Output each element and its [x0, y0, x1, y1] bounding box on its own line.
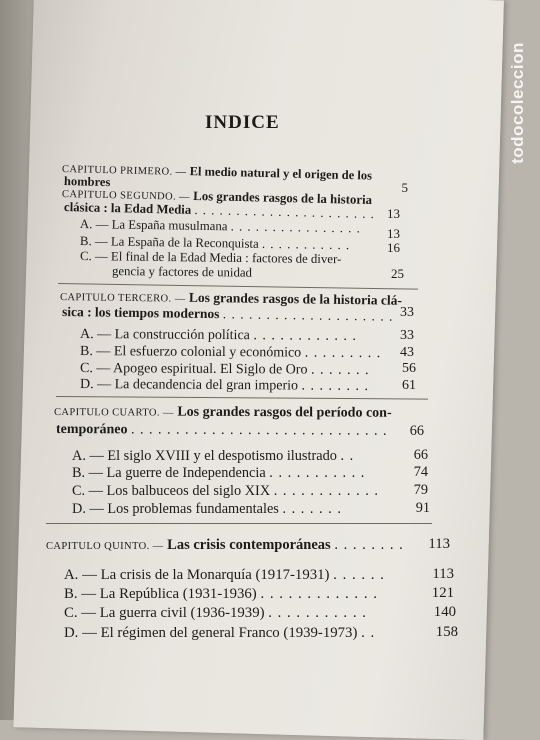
item-title: D. — Los problemas fundamentales [72, 501, 279, 517]
chapter-title: Los grandes rasgos de la historia clá- [188, 289, 403, 308]
item-title: A. — La construcción política [79, 327, 250, 344]
item-title: C. — Apogeo espiritual. El Siglo de Oro [79, 361, 308, 378]
page-number: 121 [431, 585, 454, 601]
leader-dots: . . . . . . . . . [304, 345, 382, 362]
page-number: 66 [409, 423, 424, 439]
toc-item-cont: gencia y factores de unidad [111, 264, 253, 280]
toc-item [72, 464, 365, 482]
leader-dots: . . . . . . . . [334, 537, 404, 553]
page-number: 113 [432, 566, 454, 582]
page-number: 56 [402, 361, 416, 376]
leader-dots: . . . . . . . . . . . [269, 465, 366, 481]
leader-dots: . . . . . . . . . . . . . . . . [230, 219, 361, 236]
chapter-title: Los grandes rasgos del período con- [177, 404, 392, 421]
chapter-title-cont: sica : los tiempos modernos [61, 304, 220, 322]
leader-dots: . . . . . . . . . . . . [253, 328, 357, 344]
toc-item [64, 604, 367, 622]
page-number: 33 [400, 305, 414, 320]
leader-dots: . . [361, 625, 376, 641]
page-number: 140 [433, 604, 456, 620]
leader-dots: . . [340, 448, 355, 464]
leader-dots: . . . . . . [333, 567, 385, 583]
item-title: B. — El esfuerzo colonial y económico [79, 344, 302, 361]
page-number: 13 [387, 226, 400, 241]
item-title: C. — La guerra civil (1936-1939) [64, 605, 265, 621]
toc-item [72, 447, 354, 465]
leader-dots: . . . . . . . . . . . . . . . . . . . . . . [194, 202, 376, 222]
item-title: D. — La decandencia del gran imperio [79, 377, 299, 394]
item-title: A. — El siglo XVIII y el despotismo ilustrado [72, 448, 337, 464]
chapter-title: El medio natural y el origen de los [189, 164, 373, 183]
page-number: 66 [413, 447, 428, 463]
chapter-title: Las crisis contemporáneas [167, 537, 331, 553]
page-number: 5 [401, 180, 408, 195]
page-number: 113 [428, 536, 450, 552]
chapter-title-cont-line [56, 421, 388, 441]
leader-dots: . . . . . . . . . . . . [273, 483, 379, 499]
page-number: 61 [402, 378, 416, 393]
page-number: 79 [413, 482, 428, 498]
leader-dots: . . . . . . . . . . . [261, 236, 351, 253]
item-title: B. — La España de la Reconquista [79, 234, 259, 251]
page-number: 158 [435, 624, 458, 640]
page-number: 16 [387, 240, 400, 255]
item-title: A. — La crisis de la Monarquía (1917-1931) [64, 567, 330, 583]
toc-item [64, 624, 375, 642]
chapter-heading [46, 536, 404, 556]
item-title: C. — Los balbuceos del siglo XIX [72, 483, 271, 499]
leader-dots: . . . . . . . [310, 362, 370, 379]
leader-dots: . . . . . . . . [301, 378, 370, 395]
toc-item [72, 482, 379, 500]
chapter-label: CAPITULO CUARTO. — [53, 407, 174, 419]
chapter-label: CAPITULO TERCERO. — [59, 292, 186, 305]
toc-item [72, 500, 342, 518]
leader-dots: . . . . . . . . . . . [268, 605, 367, 621]
page-title: INDICE [205, 112, 280, 133]
leader-dots: . . . . . . . [282, 501, 342, 517]
leader-dots: . . . . . . . . . . . . . . . . . . . . [222, 306, 394, 324]
toc-item [64, 585, 378, 603]
toc-item [80, 376, 369, 396]
page-number: 25 [391, 266, 404, 281]
item-title: B. — La guerre de Independencia [72, 465, 266, 481]
leader-dots: . . . . . . . . . . . . . [260, 586, 378, 602]
toc-item [64, 566, 385, 584]
page-number: 13 [387, 206, 400, 221]
chapter-title-cont: clásica : la Edad Media [63, 200, 192, 217]
chapter-title: Los grandes rasgos de la historia [193, 188, 373, 208]
chapter-title-cont: hombres [63, 174, 111, 190]
item-title: D. — El régimen del general Franco (1939-1973) [64, 625, 358, 641]
watermark [498, 18, 538, 188]
page-number: 33 [400, 328, 414, 343]
chapter-title-cont: temporáneo [55, 422, 128, 438]
page-number: 91 [415, 500, 430, 516]
item-title: B. — La República (1931-1936) [64, 586, 257, 602]
page-number: 43 [400, 345, 414, 360]
chapter-label: CAPITULO QUINTO. — [46, 541, 164, 552]
page-number: 74 [413, 464, 428, 480]
toc-item: C. — El final de la Edad Media : factores de diver- [79, 249, 342, 267]
item-title: A. — La España musulmana [79, 217, 228, 234]
leader-dots: . . . . . . . . . . . . . . . . . . . . . . . . . . . . . [131, 422, 388, 439]
section-divider [46, 523, 432, 524]
watermark-text: todocoleccion [508, 42, 528, 164]
chapter-label: CAPITULO SEGUNDO. — [61, 189, 191, 203]
chapter-label: CAPITULO PRIMERO. — [61, 164, 187, 179]
